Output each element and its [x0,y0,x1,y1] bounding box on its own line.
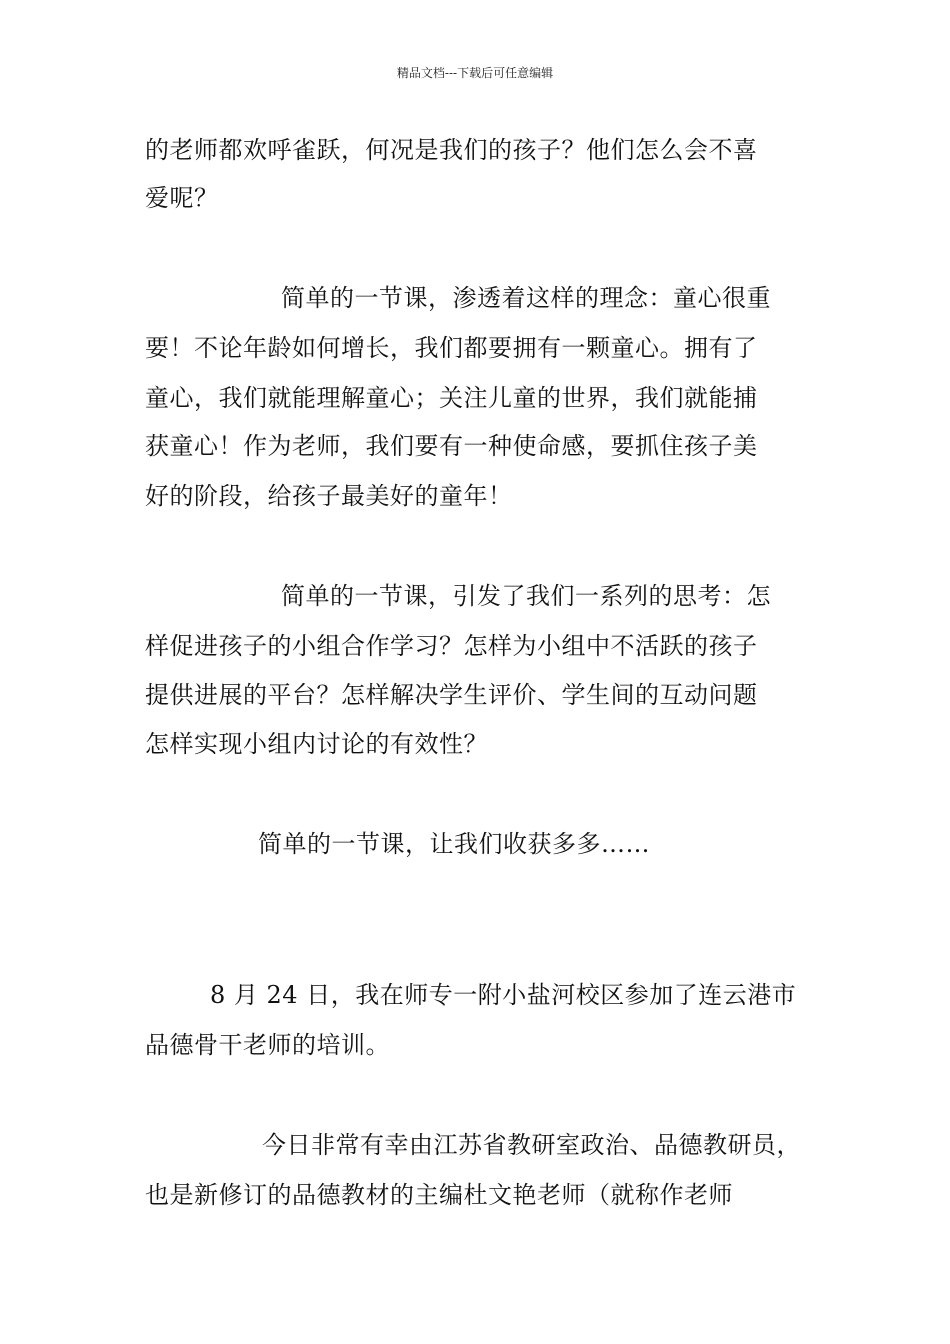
paragraph-line: 好的阶段，给孩子最美好的童年！ [145,482,513,510]
paragraph-line: 也是新修订的品德教材的主编杜文艳老师（就称作老师 [145,1181,733,1209]
paragraph-line: 样促进孩子的小组合作学习？怎样为小组中不活跃的孩子 [145,632,758,660]
paragraph-line: 8 月 24 日，我在师专一附小盐河校区参加了连云港市 [210,981,797,1009]
page-header: 精品文档---下载后可任意编辑 [396,66,554,80]
paragraph-line: 怎样实现小组内讨论的有效性？ [145,730,488,758]
paragraph-line: 爱呢？ [145,184,219,212]
paragraph-line: 品德骨干老师的培训。 [145,1031,390,1059]
paragraph-line: 简单的一节课，渗透着这样的理念：童心很重 [281,284,771,312]
paragraph-line: 简单的一节课，引发了我们一系列的思考：怎 [281,582,771,610]
paragraph-line: 获童心！作为老师，我们要有一种使命感，要抓住孩子美 [145,432,758,460]
paragraph-line: 提供进展的平台？怎样解决学生评价、学生间的互动问题 [145,681,758,709]
paragraph-line: 童心，我们就能理解童心；关注儿童的世界，我们就能捕 [145,384,758,412]
paragraph-line: 要！不论年龄如何增长，我们都要拥有一颗童心。拥有了 [145,334,758,362]
paragraph-line: 今日非常有幸由江苏省教研室政治、品德教研员， [262,1131,801,1159]
paragraph-line: 的老师都欢呼雀跃，何况是我们的孩子？他们怎么会不喜 [145,136,758,164]
paragraph-line: 简单的一节课，让我们收获多多…… [258,830,650,858]
